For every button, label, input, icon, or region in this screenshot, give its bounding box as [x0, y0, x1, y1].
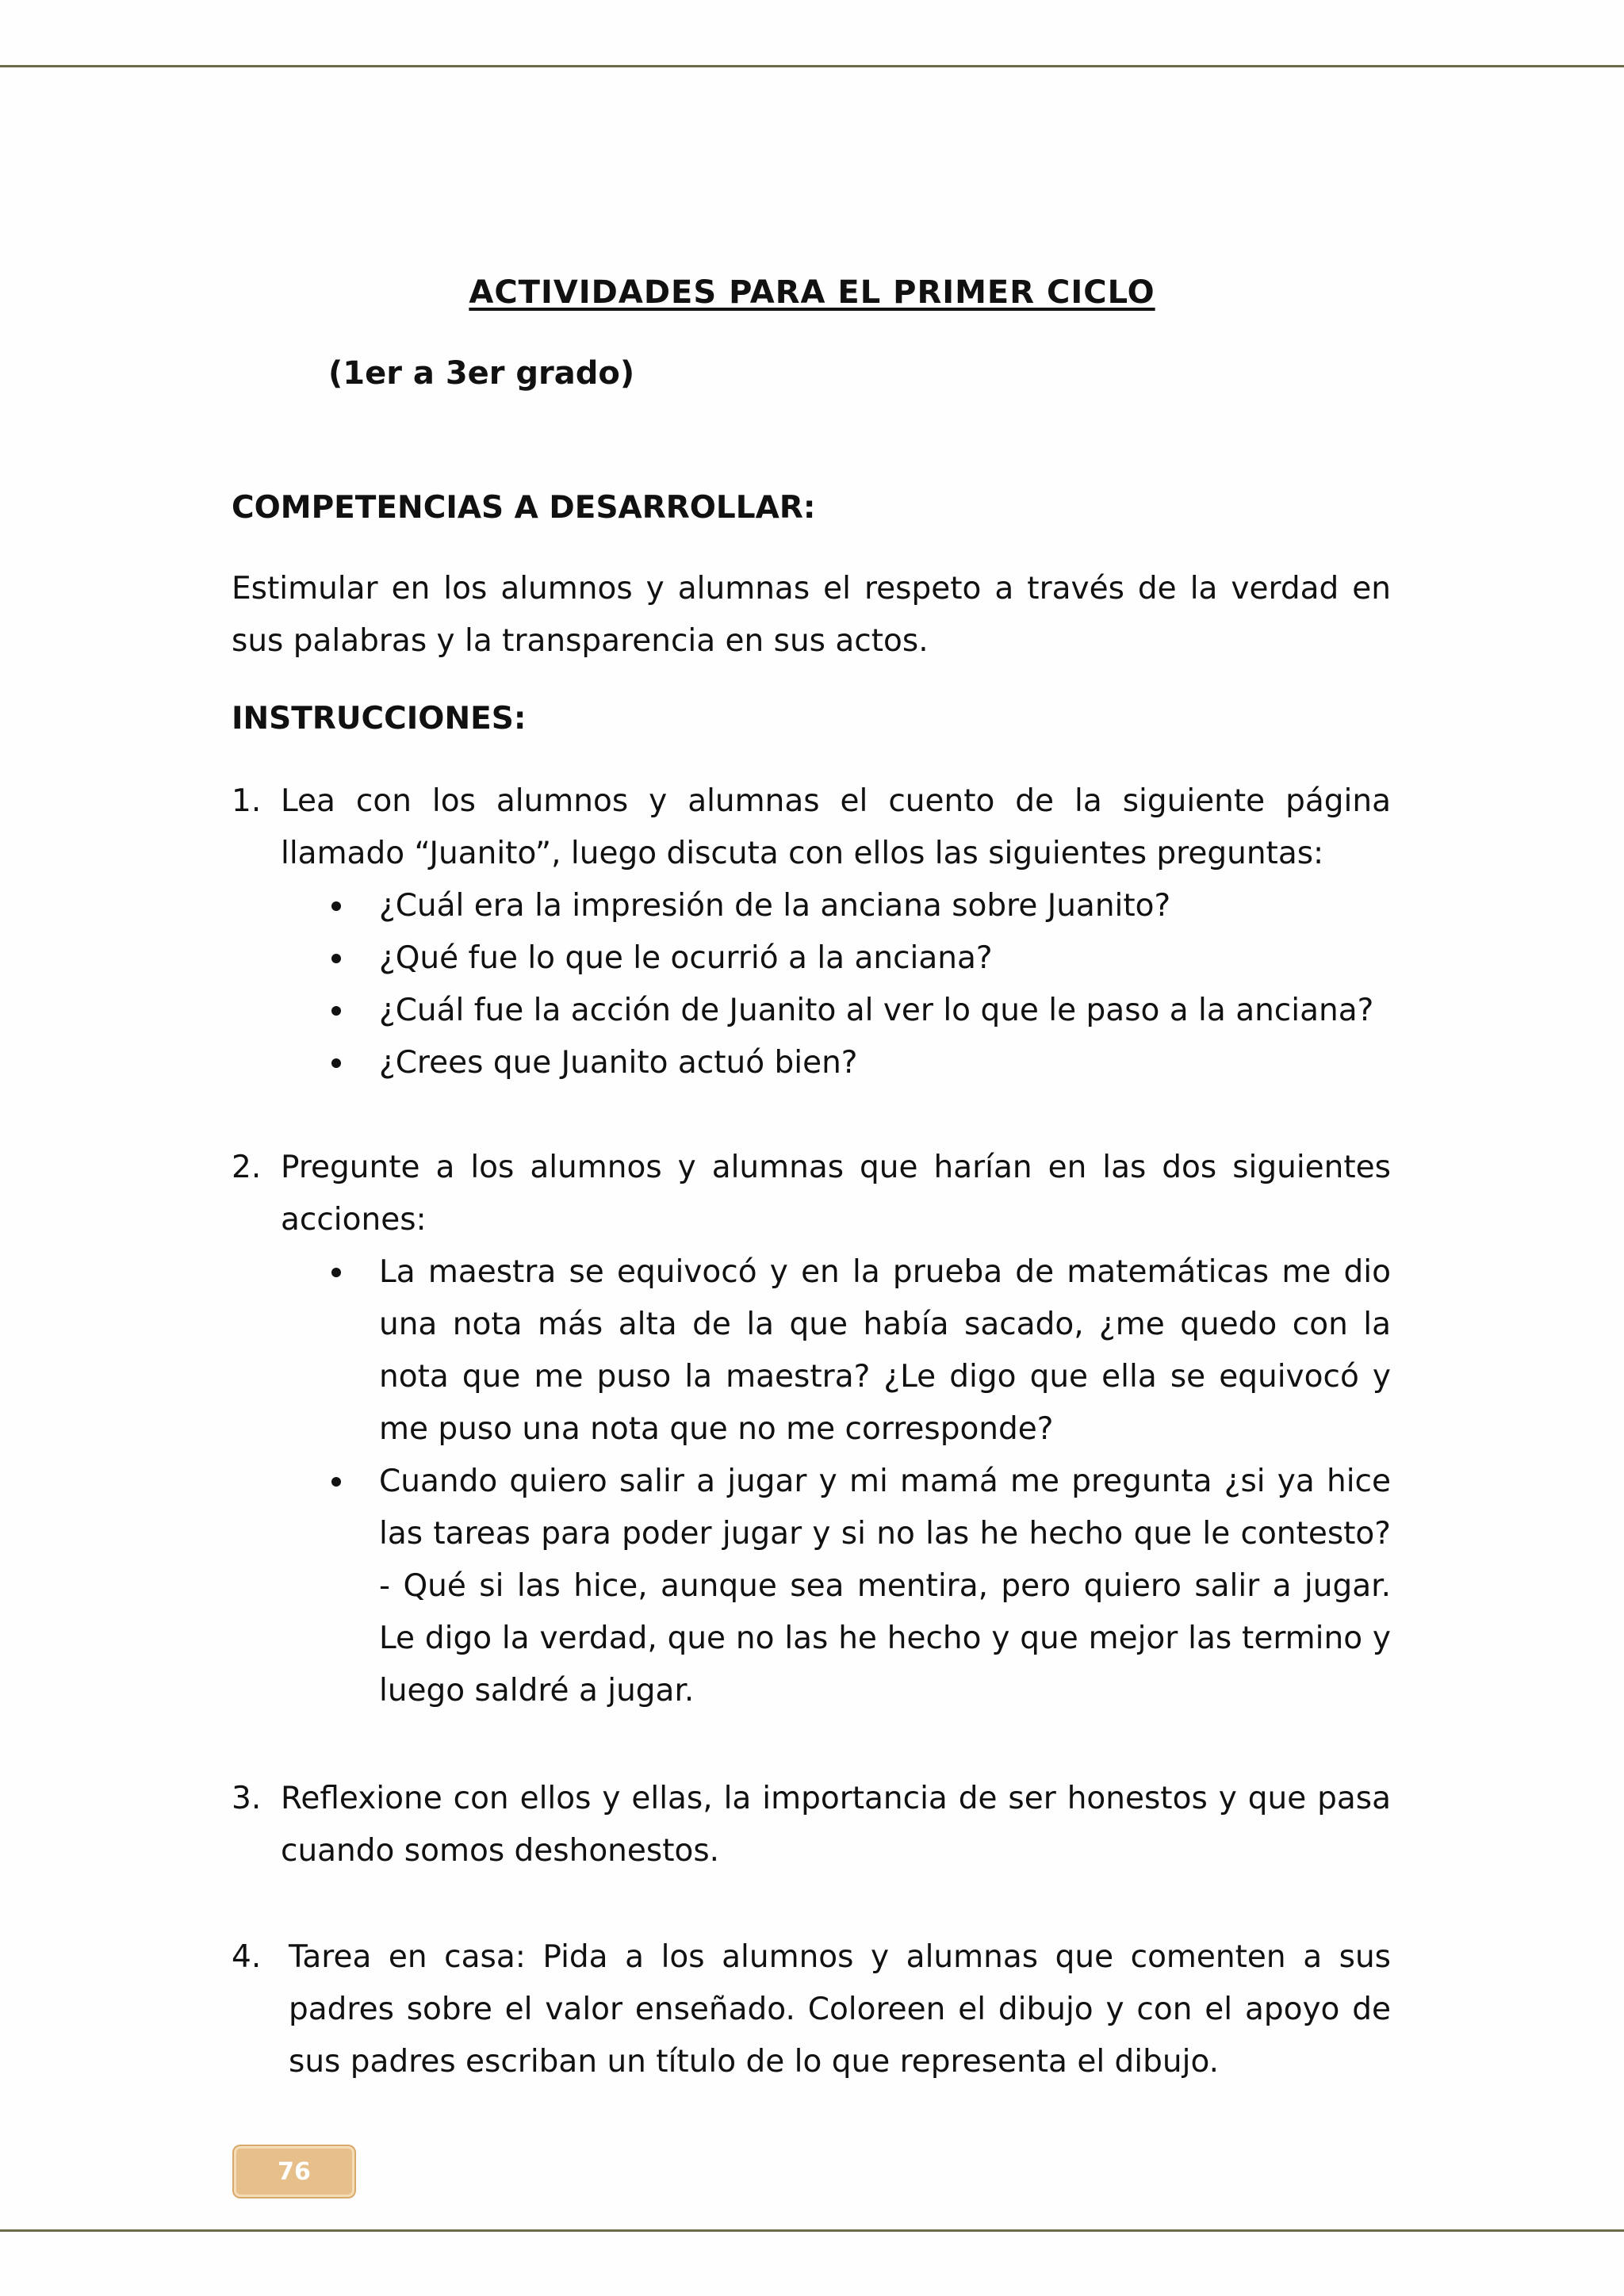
list-item: Cuando quiero salir a jugar y mi mamá me pregunta ¿si ya hice las tareas para poder jugar y si no las he hecho que le contesto? - Qué si las hice, aunque sea mentira, pero quiero salir a jugar. Le digo la verdad, que no las he hecho y que mejor las termino y luego saldré a jugar. — [330, 1456, 1391, 1717]
item-text: Lea con los alumnos y alumnas el cuento de la siguiente página llamado “Juanito”, luego discuta con ellos las siguientes preguntas: — [281, 783, 1391, 871]
item-number: 3. — [232, 1781, 262, 1816]
page-subtitle: (1er a 3er grado) — [328, 355, 635, 392]
item-number: 2. — [232, 1150, 262, 1185]
bullet-icon — [331, 954, 341, 963]
item-1-bullets — [330, 880, 1391, 1089]
bullet-icon — [331, 1058, 341, 1068]
competencias-heading: COMPETENCIAS A DESARROLLAR: — [232, 490, 816, 526]
list-item: La maestra se equivocó y en la prueba de matemáticas me dio una nota más alta de la que había sacado, ¿me quedo con la nota que me puso la maestra? ¿Le digo que ella se equivocó y me puso una nota que no me corresponde? — [330, 1246, 1391, 1456]
item-number: 4. — [232, 1939, 262, 1975]
top-rule — [0, 65, 1624, 67]
bottom-rule — [0, 2229, 1624, 2232]
item-text: Reflexione con ellos y ellas, la importancia de ser honestos y que pasa cuando somos deshonestos. — [281, 1781, 1391, 1869]
item-text: Pregunte a los alumnos y alumnas que harían en las dos siguientes acciones: — [281, 1150, 1391, 1238]
list-item: ¿Crees que Juanito actuó bien? — [330, 1037, 1391, 1089]
bullet-icon — [331, 1268, 341, 1277]
list-item: ¿Qué fue lo que le ocurrió a la anciana? — [330, 932, 1391, 985]
bullet-icon — [331, 1006, 341, 1016]
bullet-icon — [331, 1477, 341, 1487]
item-2-bullets — [330, 1246, 1391, 1717]
page-number-badge: 76 — [234, 2146, 354, 2197]
page-title: ACTIVIDADES PARA EL PRIMER CICLO — [469, 274, 1155, 311]
item-text: Tarea en casa: Pida a los alumnos y alumnas que comenten a sus padres sobre el valor enseñado. Coloreen el dibujo y con el apoyo de sus padres escriban un título de lo que representa el dibujo. — [289, 1939, 1391, 2080]
list-item: ¿Cuál fue la acción de Juanito al ver lo que le paso a la anciana? — [330, 985, 1391, 1037]
instrucciones-heading: INSTRUCCIONES: — [232, 701, 527, 737]
list-item: ¿Cuál era la impresión de la anciana sobre Juanito? — [330, 880, 1391, 932]
bullet-icon — [331, 901, 341, 911]
competencias-text: Estimular en los alumnos y alumnas el respeto a través de la verdad en sus palabras y la transparencia en sus actos. — [232, 571, 1391, 659]
item-number: 1. — [232, 783, 262, 819]
